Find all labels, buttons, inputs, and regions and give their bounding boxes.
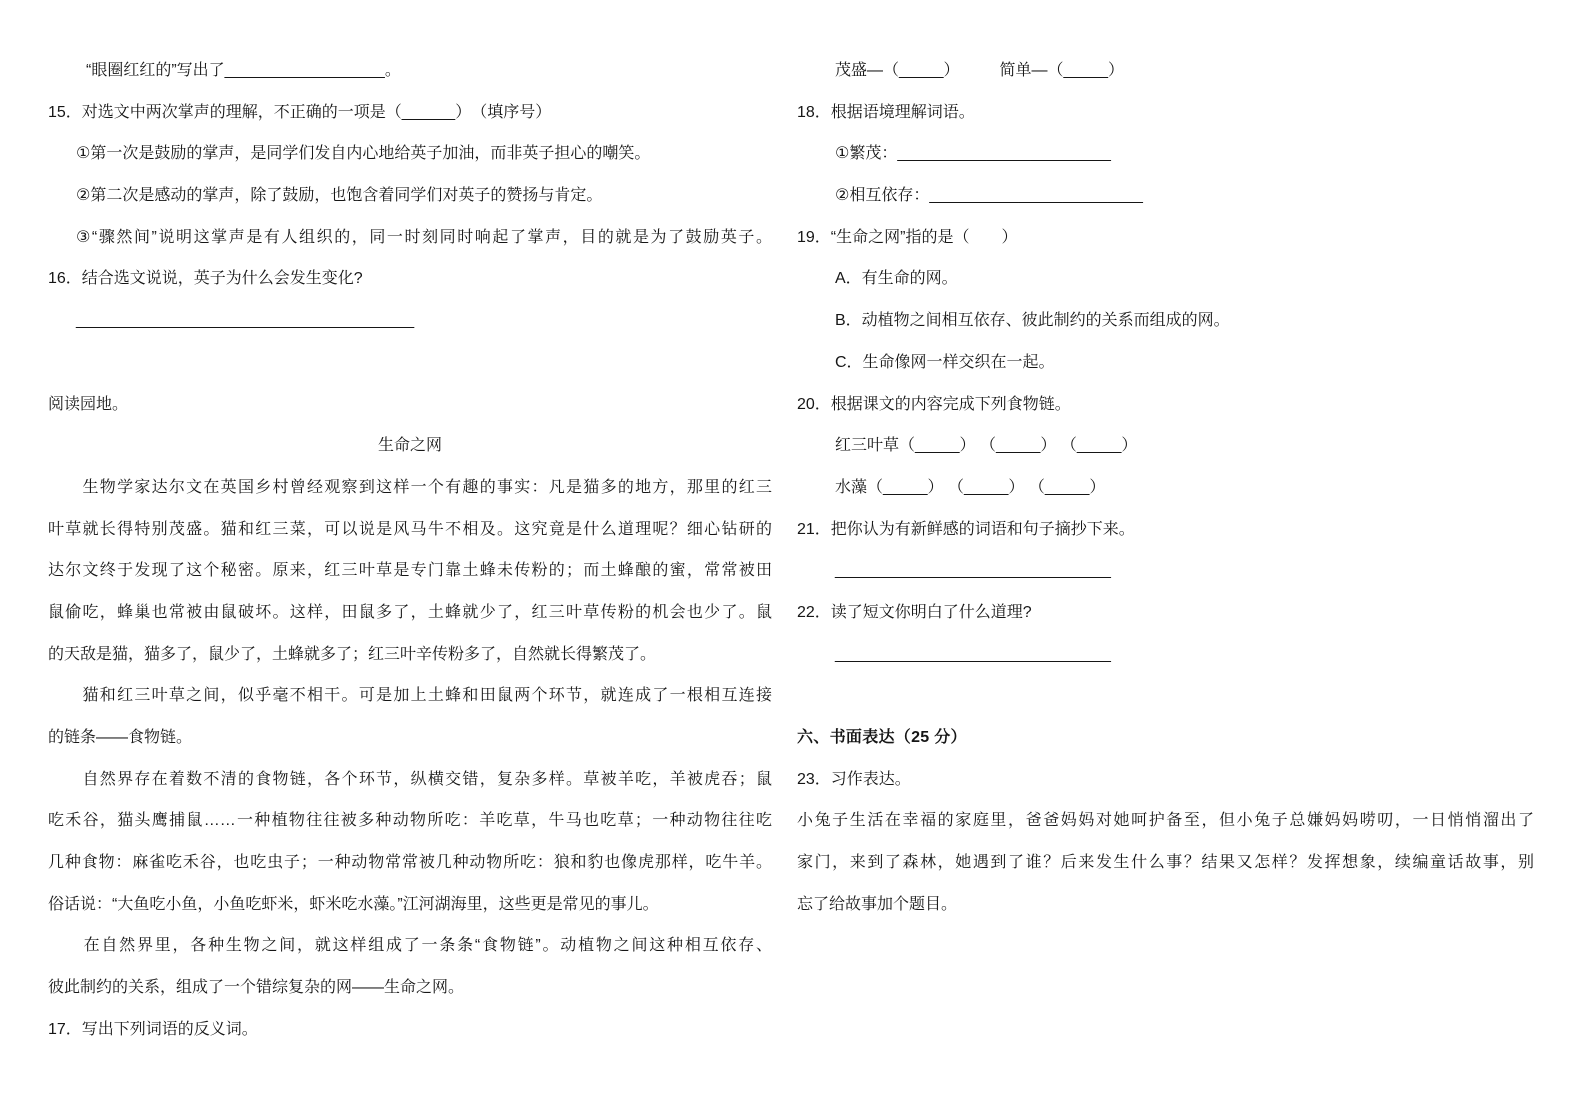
passage-line: 叶草就长得特别茂盛。猫和红三菜，可以说是风马牛不相及。这究竟是什么道理呢？细心钻研的 (48, 520, 772, 538)
right-column (797, 50, 1534, 925)
q18-item-1: ①繁茂：________________________ (835, 145, 1111, 163)
q16-answer-line: ______________________________________ (76, 312, 415, 330)
spacer (48, 342, 772, 384)
passage-line: 的链条——食物链。 (48, 729, 193, 746)
q20-food-chain-1: 红三叶草（_____） （_____） （_____） (835, 437, 1138, 455)
question-18: 18．根据语境理解词语。 (797, 103, 975, 121)
passage-line: 鼠偷吃，蜂巢也常被由鼠破坏。这样，田鼠多了，土蜂就少了，红三叶草传粉的机会也少了。鼠 (48, 603, 772, 621)
passage-line: 生物学家达尔文在英国乡村曾经观察到这样一个有趣的事实：凡是猫多的地方，那里的红三 (48, 478, 772, 496)
q23-prompt-line: 家门，来到了森林，她遇到了谁？后来发生什么事？结果又怎样？发挥想象，续编童话故事，别 (797, 854, 1534, 872)
reading-section-label: 阅读园地。 (48, 395, 129, 413)
q23-prompt-line: 忘了给故事加个题目。 (797, 895, 958, 913)
question-21: 21．把你认为有新鲜感的词语和句子摘抄下来。 (797, 520, 1135, 538)
question-20: 20．根据课文的内容完成下列食物链。 (797, 395, 1071, 413)
q19-option-b: B．动植物之间相互依存、彼此制约的关系而组成的网。 (835, 312, 1230, 330)
passage-line: 达尔文终于发现了这个秘密。原来，红三叶草是专门靠土蜂未传粉的；而土蜂酿的蜜，常常被田 (48, 562, 772, 580)
q18-item-2: ②相互依存：________________________ (835, 187, 1143, 205)
passage-title: 生命之网 (377, 437, 442, 455)
q20-food-chain-2: 水藻（_____） （_____） （_____） (835, 478, 1106, 496)
passage-line: 吃禾谷，猫头鹰捕鼠……一种植物往往被多种动物所吃：羊吃草，牛马也吃草；一种动物往往吃 (48, 812, 772, 830)
question-16: 16．结合选文说说，英子为什么会发生变化? (48, 270, 363, 288)
passage-line: 自然界存在着数不清的食物链，各个环节，纵横交错，复杂多样。草被羊吃，羊被虎吞；鼠 (48, 770, 772, 788)
passage-line: 彼此制约的关系，组成了一个错综复杂的网——生命之网。 (48, 979, 465, 997)
question-15: 15．对选文中两次掌声的理解，不正确的一项是（______） （填序号） (48, 103, 552, 121)
passage-line: 在自然界里，各种生物之间，就这样组成了一条条“食物链”。动植物之间这种相互依存、 (48, 937, 772, 955)
question-19: 19．“生命之网”指的是（ ） (797, 228, 1018, 246)
question-22: 22．读了短文你明白了什么道理? (797, 603, 1032, 621)
q15-option-3: ③“骤然间”说明这掌声是有人组织的，同一时刻同时响起了掌声，目的就是为了鼓励英子。 (76, 228, 772, 246)
spacer (797, 675, 1534, 717)
passage-line: 几种食物：麻雀吃禾谷，也吃虫子；一种动物常常被几种动物所吃：狼和豹也像虎那样，吃牛羊。 (48, 854, 772, 872)
q23-prompt-line: 小兔子生活在幸福的家庭里，爸爸妈妈对她呵护备至，但小兔子总嫌妈妈唠叨，一日悄悄溜出了 (797, 812, 1534, 830)
q19-option-c: C．生命像网一样交织在一起。 (835, 353, 1055, 371)
question-23: 23．习作表达。 (797, 770, 911, 788)
passage-line: 俗话说：“大鱼吃小鱼，小鱼吃虾米，虾米吃水藻。”江河湖海里，这些更是常见的事儿。 (48, 895, 659, 913)
question-17: 17．写出下列词语的反义词。 (48, 1020, 258, 1038)
q14-fill-blank-line: “眼圈红红的”写出了__________________。 (86, 62, 401, 79)
passage-line: 猫和红三叶草之间，似乎毫不相干。可是加上土蜂和田鼠两个环节，就连成了一根相互连接 (48, 687, 772, 705)
q19-option-a: A．有生命的网。 (835, 270, 958, 288)
left-column (48, 50, 772, 1051)
q22-answer-line: _______________________________ (835, 645, 1111, 663)
q15-option-2: ②第二次是感动的掌声，除了鼓励，也饱含着同学们对英子的赞扬与肯定。 (76, 187, 603, 205)
q21-answer-line: _______________________________ (835, 562, 1111, 580)
q15-option-1: ①第一次是鼓励的掌声，是同学们发自内心地给英子加油，而非英子担心的嘲笑。 (76, 145, 651, 163)
passage-line: 的天敌是猫，猫多了，鼠少了，土蜂就多了；红三叶辛传粉多了，自然就长得繁茂了。 (48, 645, 657, 663)
q17-antonym-blanks: 茂盛—（_____） 简单—（_____） (835, 62, 1124, 79)
section-6-heading: 六、书面表达（25 分） (797, 729, 967, 746)
